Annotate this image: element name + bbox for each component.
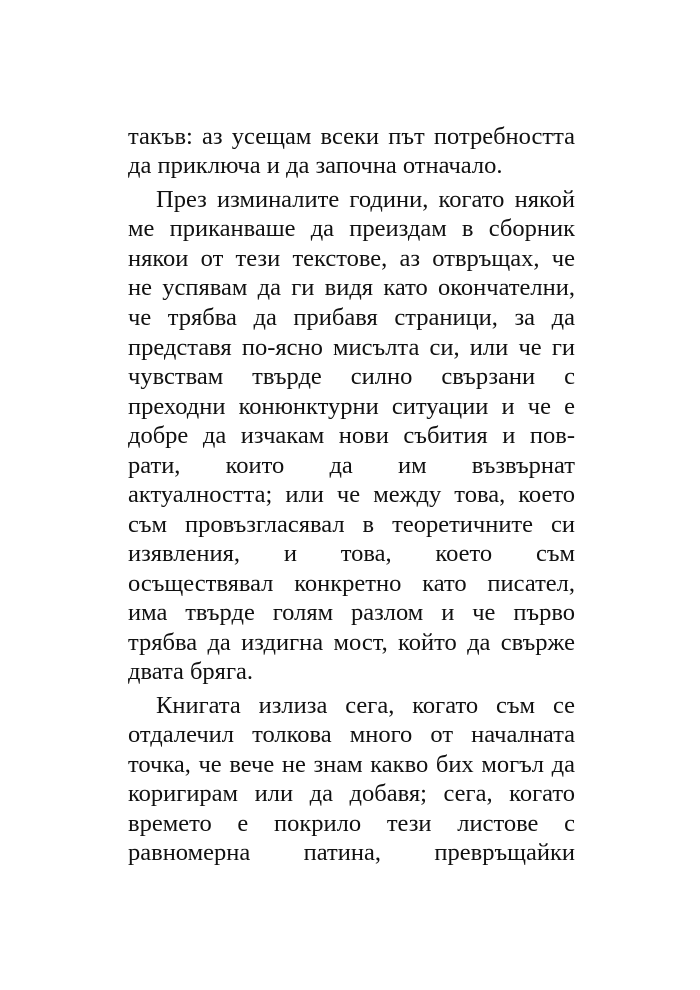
text-line: рати, които да им възвърнат: [128, 452, 575, 479]
text-line: добре да изчакам нови събития и пов-: [128, 422, 575, 449]
text-line: да приключа и да започна отначало.: [128, 152, 503, 179]
text-line: ме приканваше да преиздам в сборник: [128, 215, 575, 242]
text-line: чувствам твърде силно свързани с: [128, 363, 575, 390]
text-line: коригирам или да добавя; сега, когато: [128, 780, 575, 807]
text-line: Книгата излиза сега, когато съм се: [156, 692, 575, 719]
text-line: представя по-ясно мисълта си, или че ги: [128, 334, 575, 361]
text-line: някои от тези текстове, аз отвръщах, че: [128, 245, 575, 272]
text-line: точка, че вече не знам какво бих могъл да: [128, 751, 575, 778]
text-line: такъв: аз усещам всеки път потребността: [128, 123, 575, 150]
text-line: актуалността; или че между това, което: [128, 481, 575, 508]
text-line: осъществявал конкретно като писател,: [128, 570, 575, 597]
text-line: трябва да издигна мост, който да свърже: [128, 629, 575, 656]
text-line: има твърде голям разлом и че първо: [128, 599, 575, 626]
book-page: [128, 0, 575, 990]
text-line: равномерна патина, превръщайки: [128, 839, 575, 866]
text-line: двата бряга.: [128, 658, 253, 685]
text-line: съм провъзгласявал в теоретичните си: [128, 511, 575, 538]
text-line: не успявам да ги видя като окончателни,: [128, 274, 575, 301]
text-line: че трябва да прибавя страници, за да: [128, 304, 575, 331]
text-line: преходни конюнктурни ситуации и че е: [128, 393, 575, 420]
text-line: отдалечил толкова много от началната: [128, 721, 575, 748]
text-line: времето е покрило тези листове с: [128, 810, 575, 837]
text-line: През изминалите години, когато някой: [156, 186, 575, 213]
text-line: изявления, и това, което съм: [128, 540, 575, 567]
